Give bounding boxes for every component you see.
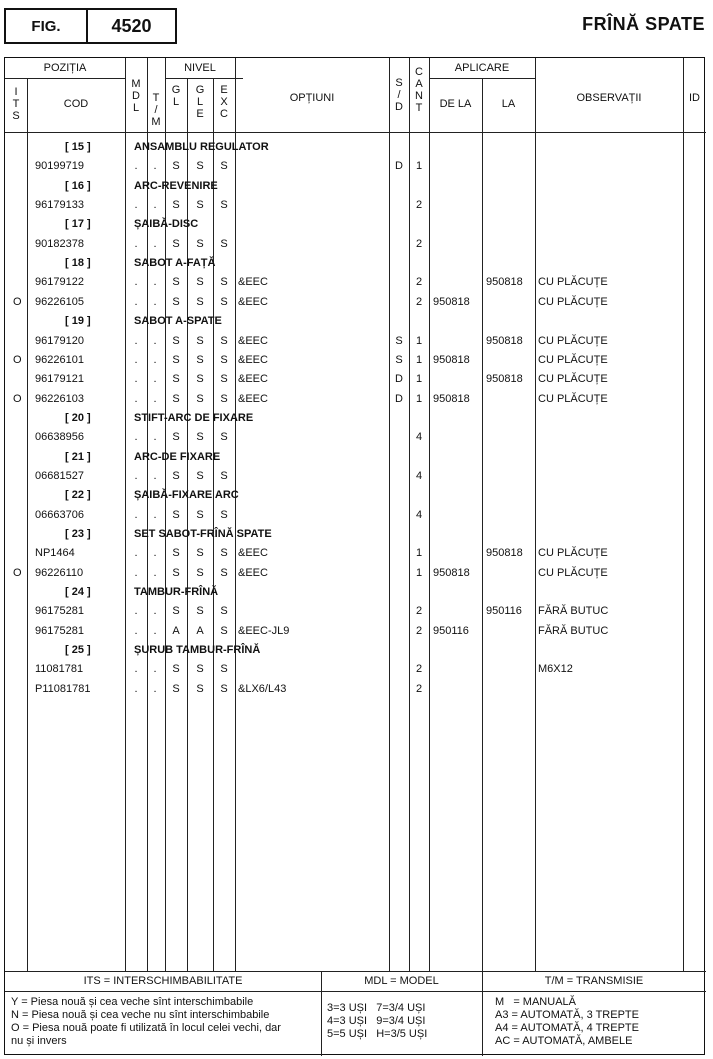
cell-sd: D (395, 392, 403, 405)
cell-mdl: . (134, 276, 138, 289)
cell-mdl: . (134, 295, 138, 308)
cell-mdl: . (134, 566, 138, 579)
cell-opt: &EEC (238, 334, 268, 347)
cell-opt: &EEC (238, 392, 268, 405)
cell-gl: S (172, 663, 180, 676)
legend-tm-line: A4 = AUTOMATĂ, 4 TREPTE (495, 1022, 639, 1034)
cell-mdl: . (134, 334, 138, 347)
table-row (5, 544, 706, 563)
part-group-name: SET SABOT-FRÎNĂ SPATE (134, 528, 272, 540)
group-header-row (5, 486, 706, 505)
cell-cod: 96179120 (35, 334, 84, 347)
cell-gle: S (196, 605, 204, 618)
cell-its: O (13, 566, 22, 579)
cell-mdl: . (134, 663, 138, 676)
fig-number: 4520 (111, 15, 152, 36)
position-number: [ 15 ] (65, 141, 91, 153)
cell-tm: . (153, 508, 157, 521)
cell-cant: 1 (415, 160, 423, 173)
col-header-sd: S / D (395, 77, 403, 113)
cell-mdl: . (134, 353, 138, 366)
cell-dela: 950818 (433, 295, 470, 308)
cell-sd: S (395, 334, 403, 347)
table-row (5, 332, 706, 351)
cell-gle: S (196, 392, 204, 405)
cell-exc: S (220, 508, 228, 521)
table-row (5, 660, 706, 679)
cell-mdl: . (134, 237, 138, 250)
cell-tm: . (153, 295, 157, 308)
col-header-aplicare: APLICARE (454, 62, 510, 74)
table-row (5, 351, 706, 370)
part-group-name: ȘAIBĂ-FIXARE ARC (134, 489, 239, 502)
position-number: [ 21 ] (65, 450, 91, 463)
cell-cod: 96226110 (35, 566, 84, 579)
cell-mdl: . (134, 624, 138, 637)
cell-tm: . (153, 276, 157, 289)
cell-cod: 96179133 (35, 199, 84, 212)
cell-la: 950818 (486, 276, 523, 289)
cell-gl: S (172, 334, 180, 347)
cell-exc: S (220, 199, 228, 212)
cell-gl: S (172, 566, 180, 579)
table-row (5, 157, 706, 176)
cell-cant: 1 (415, 353, 423, 366)
cell-opt: &EEC (238, 295, 268, 308)
cell-cod: NP1464 (35, 547, 75, 560)
part-group-name: ARC-REVENIRE (134, 179, 218, 192)
position-number: [ 25 ] (65, 644, 91, 657)
col-header-cant: C A N T (415, 66, 423, 114)
cell-cant: 2 (415, 199, 423, 212)
cell-obs: CU PLĂCUȚE (538, 566, 608, 579)
cell-cant: 2 (415, 295, 423, 308)
legend-mdl-title: MDL = MODEL (364, 975, 439, 987)
cell-cant: 2 (415, 276, 423, 289)
cell-cant: 1 (415, 334, 423, 347)
cell-opt: &EEC (238, 276, 268, 289)
group-header-row (5, 641, 706, 660)
divider (165, 78, 243, 79)
cell-tm: . (153, 547, 157, 560)
cell-cant: 4 (415, 508, 423, 521)
cell-la: 950818 (486, 334, 523, 347)
position-number: [ 23 ] (65, 528, 91, 540)
table-row (5, 293, 706, 312)
cell-exc: S (220, 353, 228, 366)
cell-opt: &LX6/L43 (238, 682, 287, 695)
col-header-optiuni: OPȚIUNI (289, 92, 335, 104)
cell-gl: S (172, 353, 180, 366)
cell-gle: S (196, 431, 204, 444)
cell-cant: 1 (415, 547, 423, 560)
group-header-row (5, 254, 706, 273)
table-row (5, 196, 706, 215)
legend-its-title: ITS = INTERSCHIMBABILITATE (83, 975, 243, 987)
table-row (5, 602, 706, 621)
legend-tm-title: T/M = TRANSMISIE (544, 975, 644, 987)
cell-mdl: . (134, 469, 138, 482)
cell-mdl: . (134, 199, 138, 212)
cell-its: O (13, 392, 22, 405)
col-header-gl: G L (171, 84, 181, 108)
cell-dela: 950818 (433, 353, 470, 366)
cell-exc: S (220, 605, 228, 618)
legend-mdl-line: 5=5 UȘI H=3/5 UȘI (327, 1028, 428, 1040)
position-number: [ 22 ] (65, 489, 91, 502)
cell-tm: . (153, 624, 157, 637)
cell-exc: S (220, 682, 228, 695)
cell-tm: . (153, 663, 157, 676)
cell-tm: . (153, 353, 157, 366)
legend-its-line: Y = Piesa nouă și cea veche sînt interschimbabile (11, 996, 254, 1008)
cell-exc: S (220, 295, 228, 308)
cell-tm: . (153, 392, 157, 405)
cell-gle: S (196, 373, 204, 386)
cell-obs: CU PLĂCUȚE (538, 276, 608, 289)
col-header-cod: COD (63, 98, 89, 110)
cell-mdl: . (134, 160, 138, 173)
cell-gle: S (196, 295, 204, 308)
group-header-row (5, 312, 706, 331)
cell-exc: S (220, 392, 228, 405)
part-group-name: ANSAMBLU REGULATOR (134, 141, 269, 153)
cell-gl: S (172, 295, 180, 308)
cell-gle: S (196, 160, 204, 173)
cell-exc: S (220, 160, 228, 173)
cell-mdl: . (134, 373, 138, 386)
table-row (5, 506, 706, 525)
group-header-row (5, 177, 706, 196)
cell-tm: . (153, 605, 157, 618)
col-header-gle: G L E (195, 84, 205, 120)
cell-gl: S (172, 682, 180, 695)
cell-obs: M6X12 (538, 663, 573, 676)
legend-mdl-line: 3=3 UȘI 7=3/4 UȘI (327, 1002, 426, 1014)
table-row (5, 680, 706, 699)
cell-dela: 950818 (433, 566, 470, 579)
position-number: [ 16 ] (65, 179, 91, 192)
cell-gle: S (196, 682, 204, 695)
cell-cod: 96226103 (35, 392, 84, 405)
cell-exc: S (220, 566, 228, 579)
col-header-id: ID (689, 92, 700, 104)
cell-tm: . (153, 373, 157, 386)
cell-dela: 950818 (433, 392, 470, 405)
col-header-pozitia: POZIȚIA (43, 62, 87, 74)
cell-obs: CU PLĂCUȚE (538, 392, 608, 405)
group-header-row (5, 583, 706, 602)
cell-exc: S (220, 663, 228, 676)
cell-cod: 96175281 (35, 605, 84, 618)
cell-mdl: . (134, 682, 138, 695)
cell-cant: 2 (415, 682, 423, 695)
cell-exc: S (220, 237, 228, 250)
cell-cant: 4 (415, 431, 423, 444)
legend-its-line: nu și invers (11, 1035, 67, 1047)
cell-gl: S (172, 469, 180, 482)
cell-tm: . (153, 334, 157, 347)
cell-mdl: . (134, 392, 138, 405)
cell-exc: S (220, 334, 228, 347)
cell-cod: 06681527 (35, 469, 84, 482)
cell-gle: S (196, 508, 204, 521)
cell-cant: 4 (415, 469, 423, 482)
cell-la: 950818 (486, 547, 523, 560)
cell-cant: 2 (415, 663, 423, 676)
cell-sd: D (395, 373, 403, 386)
table-row (5, 390, 706, 409)
cell-cod: 96179121 (35, 373, 84, 386)
part-group-name: TAMBUR-FRÎNĂ (134, 586, 219, 599)
cell-gle: S (196, 547, 204, 560)
group-header-row (5, 409, 706, 428)
legend-its-line: N = Piesa nouă și cea veche nu sînt interschimbabile (11, 1009, 270, 1021)
cell-obs: CU PLĂCUȚE (538, 353, 608, 366)
cell-obs: CU PLĂCUȚE (538, 547, 608, 560)
cell-exc: S (220, 469, 228, 482)
cell-la: 950116 (486, 605, 522, 618)
cell-gle: S (196, 199, 204, 212)
cell-cod: 90182378 (35, 237, 84, 250)
cell-gle: S (196, 353, 204, 366)
group-header-row (5, 215, 706, 234)
page-title: FRÎNĂ SPATE (582, 14, 705, 34)
cell-exc: S (220, 547, 228, 560)
table-row (5, 370, 706, 389)
group-header-row (5, 525, 706, 544)
col-header-dela: DE LA (439, 98, 472, 110)
position-number: [ 20 ] (65, 411, 91, 424)
col-header-tm: T / M (151, 92, 161, 128)
cell-tm: . (153, 566, 157, 579)
cell-cant: 2 (415, 605, 423, 618)
cell-mdl: . (134, 508, 138, 521)
cell-cod: 96226101 (35, 353, 84, 366)
cell-tm: . (153, 431, 157, 444)
cell-cod: 90199719 (35, 160, 84, 173)
cell-gle: S (196, 276, 204, 289)
cell-sd: S (395, 353, 403, 366)
cell-tm: . (153, 682, 157, 695)
position-number: [ 24 ] (65, 586, 91, 599)
cell-cod: P11081781 (35, 682, 91, 695)
cell-tm: . (153, 237, 157, 250)
divider (5, 78, 125, 79)
cell-gl: S (172, 237, 180, 250)
cell-gle: S (196, 237, 204, 250)
cell-cant: 2 (415, 237, 423, 250)
cell-cant: 1 (415, 566, 423, 579)
part-group-name: ȘURUB TAMBUR-FRÎNĂ (134, 644, 261, 657)
fig-label: FIG. (6, 10, 88, 42)
col-header-nivel: NIVEL (184, 62, 216, 74)
cell-exc: S (220, 624, 228, 637)
cell-cant: 2 (415, 624, 423, 637)
col-header-la: LA (501, 98, 516, 110)
cell-obs: CU PLĂCUȚE (538, 373, 608, 386)
cell-gle: S (196, 663, 204, 676)
cell-gl: S (172, 547, 180, 560)
header-divider (5, 132, 706, 133)
cell-obs: FĂRĂ BUTUC (538, 605, 609, 618)
cell-gle: A (196, 624, 204, 637)
cell-opt: &EEC (238, 547, 268, 560)
cell-cod: 06638956 (35, 431, 84, 444)
cell-opt: &EEC-JL9 (238, 624, 290, 637)
cell-cant: 1 (415, 373, 423, 386)
position-number: [ 19 ] (65, 315, 91, 328)
cell-gl: S (172, 276, 180, 289)
figure-label-box (4, 8, 177, 44)
part-group-name: ARC-DE FIXARE (134, 450, 221, 463)
cell-obs: FĂRĂ BUTUC (538, 624, 609, 637)
cell-gle: S (196, 469, 204, 482)
legend-tm-line: AC = AUTOMATĂ, AMBELE (495, 1035, 633, 1047)
cell-gl: S (172, 431, 180, 444)
cell-dela: 950116 (433, 624, 469, 637)
cell-exc: S (220, 276, 228, 289)
group-header-row (5, 138, 706, 157)
part-group-name: SABOT A-FAȚĂ (134, 257, 216, 270)
cell-gle: S (196, 566, 204, 579)
cell-mdl: . (134, 547, 138, 560)
cell-opt: &EEC (238, 353, 268, 366)
legend-mdl-line: 4=3 UȘI 9=3/4 UȘI (327, 1015, 426, 1027)
cell-obs: CU PLĂCUȚE (538, 334, 608, 347)
cell-exc: S (220, 431, 228, 444)
cell-la: 950818 (486, 373, 523, 386)
cell-exc: S (220, 373, 228, 386)
cell-cod: 96226105 (35, 295, 84, 308)
parts-table (4, 57, 705, 1055)
part-group-name: ȘAIBĂ-DISC (134, 218, 199, 231)
cell-its: O (13, 353, 22, 366)
cell-cod: 96179122 (35, 276, 84, 289)
cell-cod: 96175281 (35, 624, 84, 637)
cell-tm: . (153, 199, 157, 212)
cell-obs: CU PLĂCUȚE (538, 295, 608, 308)
part-group-name: SABOT A-SPATE (134, 315, 222, 328)
cell-gl: S (172, 160, 180, 173)
cell-mdl: . (134, 431, 138, 444)
legend-its-line: O = Piesa nouă poate fi utilizată în locul celei vechi, dar (11, 1022, 281, 1034)
col-header-exc: E X C (220, 84, 228, 120)
legend-divider (5, 971, 706, 972)
cell-gl: S (172, 508, 180, 521)
cell-opt: &EEC (238, 566, 268, 579)
cell-cod: 06663706 (35, 508, 84, 521)
cell-tm: . (153, 160, 157, 173)
cell-gle: S (196, 334, 204, 347)
table-row (5, 235, 706, 254)
part-group-name: STIFT-ARC DE FIXARE (134, 411, 254, 424)
cell-gl: S (172, 605, 180, 618)
col-header-observatii: OBSERVAȚII (576, 92, 642, 104)
cell-mdl: . (134, 605, 138, 618)
cell-gl: S (172, 392, 180, 405)
legend-title-divider (5, 991, 706, 992)
cell-tm: . (153, 469, 157, 482)
table-row (5, 428, 706, 447)
table-row (5, 467, 706, 486)
cell-cod: 11081781 (35, 663, 84, 676)
table-row (5, 564, 706, 583)
cell-gl: S (172, 373, 180, 386)
cell-gl: S (172, 199, 180, 212)
table-row (5, 273, 706, 292)
table-row (5, 622, 706, 641)
position-number: [ 18 ] (65, 257, 91, 270)
cell-cant: 1 (415, 392, 423, 405)
cell-sd: D (395, 160, 403, 173)
group-header-row (5, 448, 706, 467)
cell-opt: &EEC (238, 373, 268, 386)
legend-tm-line: A3 = AUTOMATĂ, 3 TREPTE (495, 1009, 639, 1021)
position-number: [ 17 ] (65, 218, 91, 231)
col-header-mdl: M D L (131, 78, 141, 114)
cell-gl: A (172, 624, 180, 637)
col-header-its: I T S (12, 86, 20, 122)
cell-its: O (13, 295, 22, 308)
legend-tm-line: M = MANUALĂ (495, 996, 576, 1008)
